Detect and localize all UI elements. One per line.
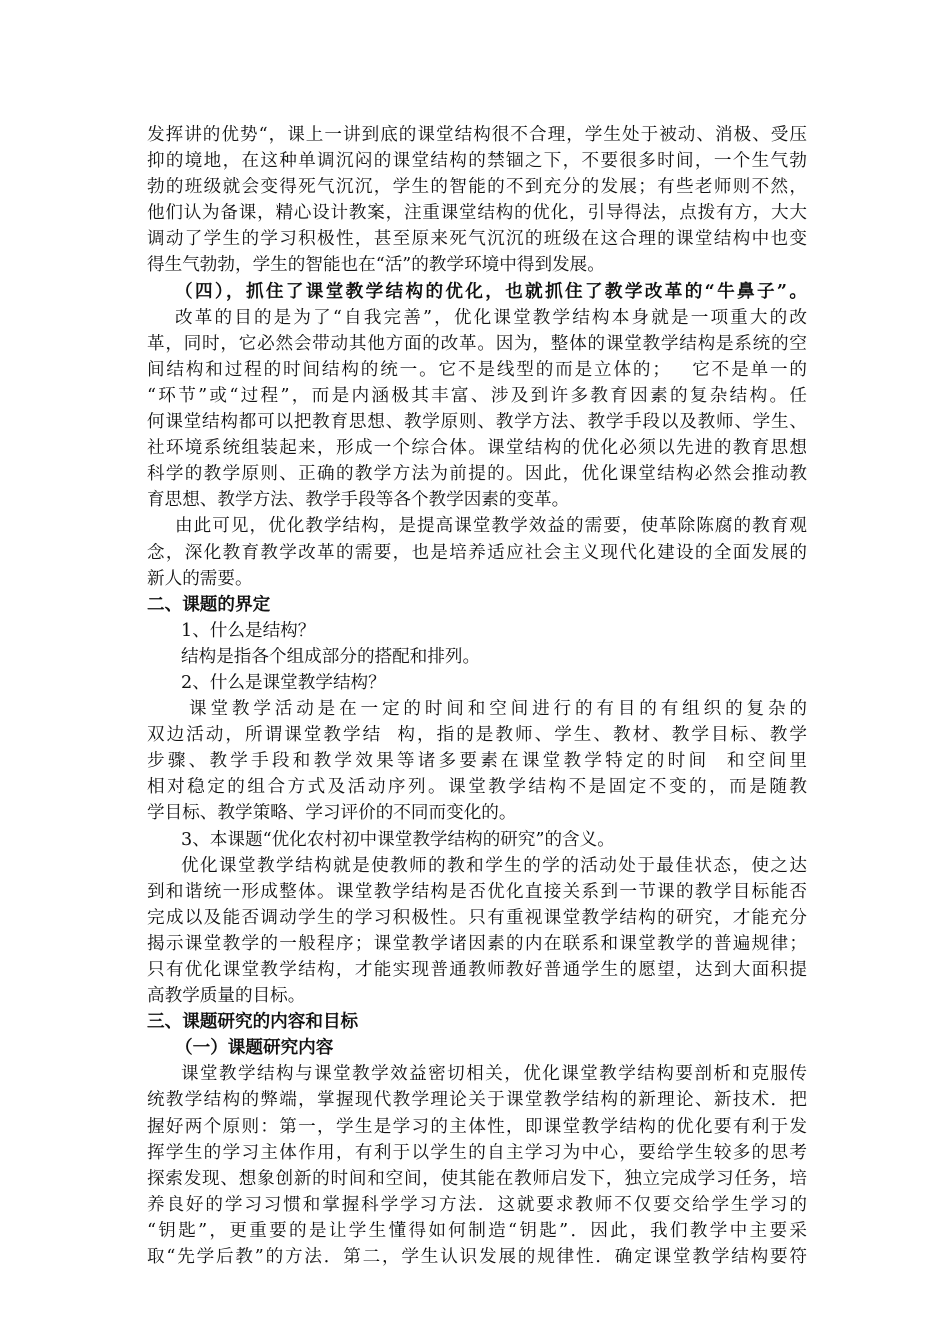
text-line: 抑的境地，在这种单调沉闷的课堂结构的禁锢之下，不要很多时间，一个生气勃 <box>147 151 807 172</box>
text-line: 育思想、教学方法、教学手段等各个教学因素的变革。 <box>147 490 570 511</box>
text-line: 揭示课堂教学的一般程序；课堂教学诸因素的内在联系和课堂教学的普遍规律； <box>147 933 807 954</box>
text-line: 得生气勃勃，学生的智能也在“活”的教学环境中得到发展。 <box>147 255 605 276</box>
text-line: 学目标、教学策略、学习评价的不同而变化的。 <box>147 803 517 824</box>
text-line: 完成以及能否调动学生的学习积极性。只有重视课堂教学结构的研究，才能充分 <box>147 907 807 928</box>
text-line: “环节”或“过程”，而是内涵极其丰富、涉及到许多教育因素的复杂结构。任 <box>147 385 807 406</box>
document-page <box>147 122 807 1270</box>
text-line: 相对稳定的组合方式及活动序列。课堂教学结构不是固定不变的，而是随教 <box>147 777 807 798</box>
text-line: 双边活动，所谓课堂教学结 构，指的是教师、学生、教材、教学目标、教学 <box>147 725 807 746</box>
text-line: “钥匙”，更重要的是让学生懂得如何制造“钥匙”．因此，我们教学中主要采 <box>147 1220 807 1241</box>
text-line: 2、什么是课堂教学结构？ <box>181 672 386 693</box>
text-line: 勃的班级就会变得死气沉沉，学生的智能的不到充分的发展；有些老师则不然， <box>147 177 807 198</box>
text-line: 课堂教学活动是在一定的时间和空间进行的有目的有组织的复杂的 <box>189 699 807 720</box>
text-line: 结构是指各个组成部分的搭配和排列。 <box>181 646 481 667</box>
text-line: 社环境系统组装起来，形成一个综合体。课堂结构的优化必须以先进的教育思想 <box>147 438 807 459</box>
heading-line: 三、课题研究的内容和目标 <box>147 1011 359 1033</box>
text-line: 发挥讲的优势“，课上一讲到底的课堂结构很不合理，学生处于被动、消极、受压 <box>147 125 807 145</box>
text-line: 改革的目的是为了“自我完善”，优化课堂教学结构本身就是一项重大的改 <box>175 307 807 328</box>
text-line: 调动了学生的学习积极性，甚至原来死气沉沉的班级在这合理的课堂结构中也变 <box>147 229 807 250</box>
text-line: 高教学质量的目标。 <box>147 986 306 1007</box>
text-line: 科学的教学原则、正确的教学方法为前提的。因此，优化课堂结构必然会推动教 <box>147 464 807 485</box>
text-line: 新人的需要。 <box>147 568 253 589</box>
text-line: 间结构和过程的时间结构的统一。它不是线型的而是立体的； 它不是单一的 <box>147 359 807 380</box>
text-line: 他们认为备课，精心设计教案，注重课堂结构的优化，引导得法，点拨有方，大大 <box>147 203 807 224</box>
text-line: 课堂教学结构与课堂教学效益密切相关，优化课堂教学结构要剖析和克服传 <box>181 1064 807 1085</box>
text-line: 到和谐统一形成整体。课堂教学结构是否优化直接关系到一节课的教学目标能否 <box>147 881 807 902</box>
text-line: 统教学结构的弊端，掌握现代教学理论关于课堂教学结构的新理论、新技术．把 <box>147 1090 807 1111</box>
text-line: 探索发现、想象创新的时间和空间，使其能在教师启发下，独立完成学习任务，培 <box>147 1168 807 1189</box>
text-line: 养良好的学习习惯和掌握科学学习方法．这就要求教师不仅要交给学生学习的 <box>147 1194 807 1215</box>
heading-line: 二、课题的界定 <box>147 593 271 615</box>
text-line: 1、什么是结构？ <box>181 620 316 641</box>
text-line: 优化课堂教学结构就是使教师的教和学生的学的活动处于最佳状态，使之达 <box>181 855 807 876</box>
text-line: 挥学生的学习主体作用，有利于以学生的自主学习为中心，要给学生较多的思考 <box>147 1142 807 1163</box>
text-line: 握好两个原则：第一，学生是学习的主体性，即课堂教学结构的优化要有利于发 <box>147 1116 807 1137</box>
heading-line: （四），抓住了课堂教学结构的优化，也就抓住了教学改革的“牛鼻子”。 <box>175 280 807 302</box>
text-line: 只有优化课堂教学结构，才能实现普通教师教好普通学生的愿望，达到大面积提 <box>147 960 807 980</box>
text-line: 取“先学后教”的方法．第二，学生认识发展的规律性．确定课堂教学结构要符 <box>147 1247 807 1268</box>
heading-line: （一）课题研究内容 <box>175 1037 334 1059</box>
text-line: 何课堂结构都可以把教育思想、教学原则、教学方法、教学手段以及教师、学生、 <box>147 412 807 433</box>
text-line: 念，深化教育教学改革的需要，也是培养适应社会主义现代化建设的全面发展的 <box>147 542 807 563</box>
text-line: 步骤、教学手段和教学效果等诸多要素在课堂教学特定的时间 和空间里 <box>147 751 807 772</box>
text-line: 3、本课题“优化农村初中课堂教学结构的研究”的含义。 <box>181 829 615 850</box>
text-line: 革，同时，它必然会带动其他方面的改革。因为，整体的课堂教学结构是系统的空 <box>147 333 807 354</box>
text-line: 由此可见，优化教学结构，是提高课堂教学效益的需要，使革除陈腐的教育观 <box>175 516 807 537</box>
